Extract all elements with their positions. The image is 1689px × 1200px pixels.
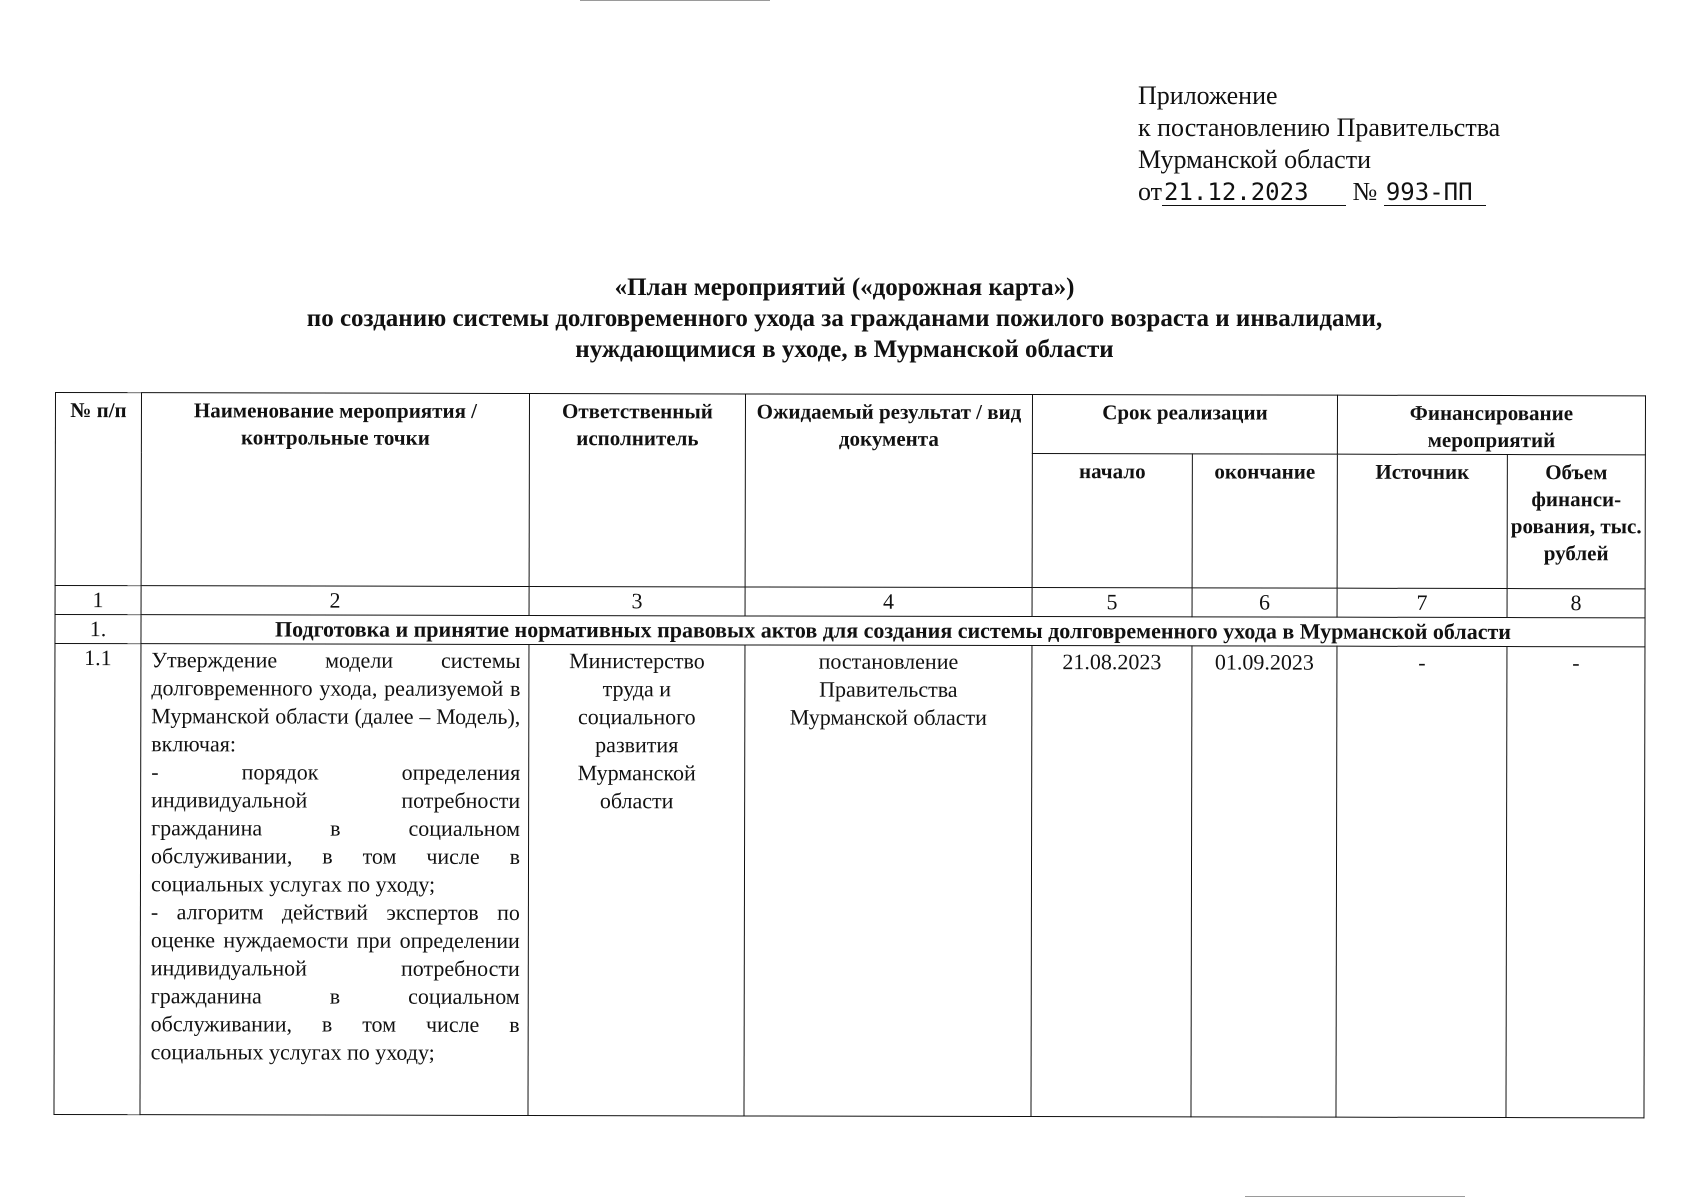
column-number: 8 bbox=[1507, 589, 1645, 618]
document-title bbox=[0, 272, 1689, 365]
appendix-date-line bbox=[1138, 176, 1500, 208]
row-activity-name bbox=[140, 644, 529, 1116]
header-term-end: окончание bbox=[1192, 454, 1337, 588]
row-start-date: 21.08.2023 bbox=[1031, 646, 1192, 1117]
row-number: 1.1 bbox=[54, 644, 141, 1115]
scan-artifact-top bbox=[580, 0, 770, 1]
row-responsible: Министерство труда и социального развития Мурманской области bbox=[528, 644, 745, 1115]
row-result: постановление Правительства Мурманской области bbox=[744, 645, 1032, 1117]
activity-text-line: - алгоритм действий экспертов по оценке нуждаемости при определении индивидуальной потребности гражданина в социальном обслуживании, в том числе в социальных услугах по уходу; bbox=[150, 899, 520, 1065]
appendix-line-2: к постановлению Правительства bbox=[1138, 113, 1501, 142]
header-result: Ожидаемый результат / вид документа bbox=[745, 394, 1032, 588]
header-num: № п/п bbox=[55, 393, 141, 586]
appendix-line-3: Мурманской области bbox=[1138, 145, 1371, 174]
column-number: 1 bbox=[55, 586, 141, 615]
column-numbers-row bbox=[55, 586, 1645, 618]
header-source: Источник bbox=[1337, 454, 1507, 588]
header-responsible: Ответственный исполнитель bbox=[529, 393, 745, 586]
section-number: 1. bbox=[55, 615, 141, 644]
header-row-1 bbox=[55, 393, 1645, 455]
column-number: 2 bbox=[141, 586, 529, 616]
date-prefix: от bbox=[1138, 177, 1163, 206]
title-line-3: нуждающимися в уходе, в Мурманской области bbox=[575, 336, 1114, 363]
header-volume: Объем финанси-рования, тыс. рублей bbox=[1507, 455, 1645, 589]
activity-text-line: - порядок определения индивидуальной потребности гражданина в социальном обслуживании, в том числе в социальных услугах по уходу; bbox=[150, 759, 521, 897]
plan-table bbox=[53, 392, 1646, 1118]
activity-text-line: Утверждение модели системы долговременного ухода, реализуемой в Мурманской области (далее – Модель), включая: bbox=[151, 647, 521, 757]
row-volume: - bbox=[1506, 647, 1645, 1118]
column-number: 4 bbox=[745, 587, 1032, 617]
column-number: 5 bbox=[1032, 588, 1192, 617]
appendix-line-1: Приложение bbox=[1138, 81, 1278, 110]
header-financing: Финансирование мероприятий bbox=[1337, 395, 1645, 455]
row-end-date: 01.09.2023 bbox=[1191, 646, 1337, 1117]
row-source: - bbox=[1336, 646, 1507, 1117]
title-line-1: «План мероприятий («дорожная карта») bbox=[614, 274, 1075, 301]
appendix-block bbox=[1138, 80, 1500, 208]
decree-date: 21.12.2023 bbox=[1162, 179, 1346, 206]
section-row bbox=[55, 615, 1645, 647]
column-number: 3 bbox=[529, 586, 745, 615]
column-number: 7 bbox=[1337, 588, 1507, 617]
number-prefix: № bbox=[1352, 177, 1378, 206]
table-row bbox=[54, 644, 1645, 1118]
header-name: Наименование мероприятия / контрольные точки bbox=[141, 393, 529, 587]
header-term: Срок реализации bbox=[1032, 395, 1337, 455]
header-term-start: начало bbox=[1032, 454, 1192, 588]
column-number: 6 bbox=[1192, 588, 1337, 617]
title-line-2: по созданию системы долговременного ухода за гражданами пожилого возраста и инвалидами, bbox=[306, 305, 1383, 332]
decree-number: 993-ПП bbox=[1384, 179, 1486, 206]
scan-artifact-bottom bbox=[1245, 1196, 1465, 1197]
section-title: Подготовка и принятие нормативных правовых актов для создания системы долговременного ухода в Мурманской области bbox=[141, 615, 1645, 647]
